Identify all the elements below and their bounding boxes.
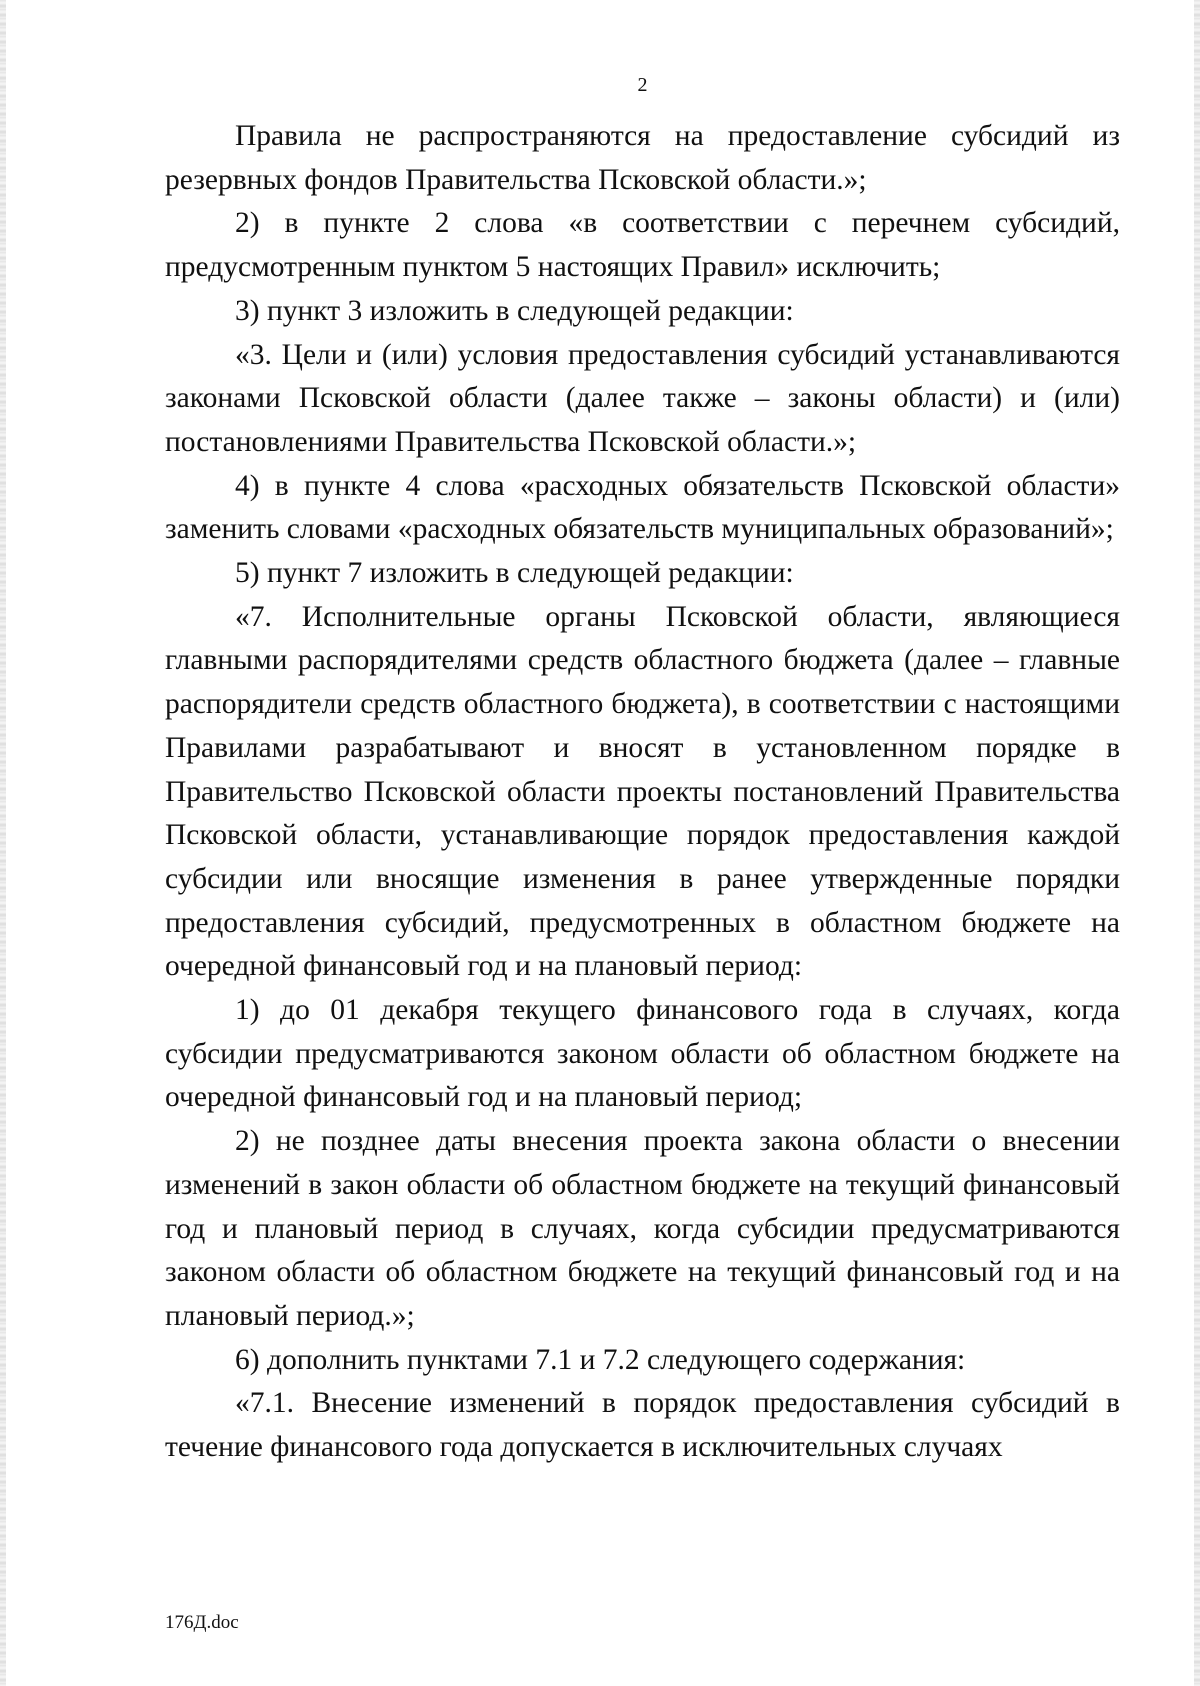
page-number: 2 [637, 74, 648, 96]
paragraph-9: 2) не позднее даты внесения проекта закона области о внесении изменений в закон области об областном бюджете на текущий финансовый год и плановый период в случаях, когда субсидии предусматриваются законом области об областном бюджете на текущий финансовый год и на плановый период.»; [165, 1125, 1120, 1332]
paragraph-8: 1) до 01 декабря текущего финансового года в случаях, когда субсидии предусматриваются законом области об областном бюджете на очередной финансовый год и на плановый период; [165, 994, 1120, 1114]
footer-filename: 176Д.doc [165, 1612, 239, 1633]
document-body [165, 115, 1120, 1470]
paragraph-10: 6) дополнить пунктами 7.1 и 7.2 следующего содержания: [235, 1343, 966, 1376]
paragraph-2: 2) в пункте 2 слова «в соответствии с перечнем субсидий, предусмотренным пунктом 5 настоящих Правил» исключить; [165, 207, 1120, 284]
paragraph-6: 5) пункт 7 изложить в следующей редакции: [235, 557, 794, 590]
paragraph-1: Правила не распространяются на предоставление субсидий из резервных фондов Правительства Псковской области.»; [165, 120, 1120, 196]
paragraph-5: 4) в пункте 4 слова «расходных обязательств Псковской области» заменить словами «расходных обязательств муниципальных образований»; [165, 469, 1120, 546]
paragraph-4: «3. Цели и (или) условия предоставления субсидий устанавливаются законами Псковской области (далее также – законы области) и (или) постановлениями Правительства Псковской области.»; [165, 338, 1120, 458]
scan-edge-right [1194, 0, 1200, 1686]
scan-edge-left [0, 0, 6, 1686]
paragraph-11: «7.1. Внесение изменений в порядок предоставления субсидий в течение финансового года допускается в исключительных случаях [165, 1387, 1120, 1464]
paragraph-7: «7. Исполнительные органы Псковской области, являющиеся главными распорядителями средств областного бюджета (далее – главные распорядители средств областного бюджета), в соответствии с настоящими Правилами разрабатывают и вносят в установленном порядке в Правительство Псковской области проекты постановлений Правительства Псковской области, устанавливающие порядок предоставления каждой субсидии или вносящие изменения в ранее утвержденные порядки предоставления субсидий, предусмотренных в областном бюджете на очередной финансовый год и на плановый период: [165, 600, 1120, 983]
paragraph-3: 3) пункт 3 изложить в следующей редакции: [235, 294, 794, 327]
